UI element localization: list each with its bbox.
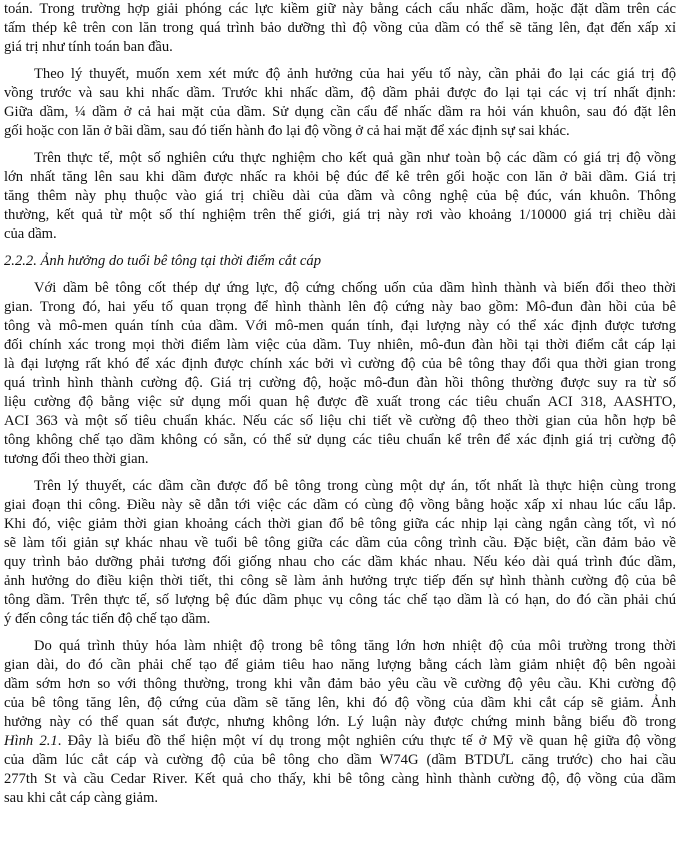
text-line: vồng trước và sau khi nhấc dầm. Trước khi nhấc dầm, độ dầm phải được đo lại tại các vị trí nhất định: (4, 85, 676, 101)
text-line: tấm thép kê trên con lăn trong quá trình bảo dưỡng thì độ vồng của dầm có thể sẽ tăng lên, đạt đến xấp xỉ (4, 20, 676, 36)
text-line: quá trình hình thành cường độ. Giá trị cường độ, hoặc mô-đun đàn hồi thông thường được suy ra từ số (4, 375, 676, 391)
text-line: là đại lượng rất khó để xác định được chính xác bởi vì cường độ của bê tông thay đổi qua thời gian trong (4, 356, 676, 372)
text-line: Giữa dầm, ¼ dầm ở cả hai mặt của dầm. Sử dụng cần cẩu để nhấc dầm ra hỏi ván khuôn, sau đó đặt lên (4, 104, 676, 120)
text-line: liệu cường độ bằng việc sử dụng mối quan hệ được đề xuất trong các tiêu chuẩn ACI 318, AASHTO, (4, 394, 676, 410)
text-line: gối hoặc con lăn ở bãi dầm, sau đó tiến hành đo lại độ vồng ở cả hai mặt để xác định sự sai khác. (4, 123, 570, 139)
figure-reference: Hình 2.1 (4, 733, 58, 749)
text-line: tông không chế tạo dầm không có sẵn, có thể sử dụng các tiêu chuẩn kể trên để xác định giá trị cường độ (4, 432, 676, 448)
text-line: hưởng này có thể quan sát được, nhưng không lớn. Lý luận này được chứng minh bằng biểu đồ trong (4, 714, 676, 730)
text-line: của dầm. (4, 226, 57, 242)
text-line: dầm sớm hơn so với thông thường, trong khi vẫn đảm bảo yêu cầu về cường độ yêu cầu. Khi cường độ (4, 676, 676, 692)
text-line: ACI 363 và một số tiêu chuẩn khác. Nếu các số liệu chi tiết về cường độ theo thời gian của hỗn hợp bê (4, 413, 676, 429)
text-line: tương đối theo thời gian. (4, 451, 149, 467)
text-line: Trên lý thuyết, các dầm cần được đổ bê tông trong cùng một dự án, tốt nhất là thực hiện cùng trong (34, 478, 676, 494)
text-line: thường, kết quả từ một số thí nghiệm trên thế giới, giá trị này rơi vào khoảng 1/10000 giá trị chiều dài (4, 207, 676, 223)
text-line: tăng thêm này phụ thuộc vào giá trị chiều dài của dầm và công nghệ của bệ đúc, ván khuôn. Thông (4, 188, 676, 204)
text-line: của dầm lúc cắt cáp và cường độ của bê tông cho dầm W74G (dầm BTDƯL căng trước) cho hai cầu (4, 752, 676, 768)
text-line: gian dài, do đó cần phải chế tạo để giảm tiêu hao năng lượng bằng cách làm giảm nhiệt độ bên ngoài (4, 657, 676, 673)
paragraph-stiffness (4, 279, 676, 469)
text-line: tông và mô-men quán tính của dầm. Với mô-men quán tính, đại lượng này có thể xác định được tương (4, 318, 676, 334)
text-line: 277th St và cầu Cedar River. Kết quả cho thấy, khi bê tông càng hình thành cường độ, độ vồng của dầm (4, 771, 676, 787)
text-line: tông dầm. Trên thực tế, số lượng bệ đúc dầm phục vụ công tác chế tạo dầm là có hạn, do đó cần phải chú (4, 592, 676, 608)
text-line: Khi đó, việc giảm thời gian khoảng cách thời gian đổ bê tông giữa các nhịp lại càng ngắn càng tốt, vì nó (4, 516, 676, 532)
text-line: giá trị như tính toán ban đầu. (4, 39, 173, 55)
paragraph-measurement (4, 65, 676, 141)
paragraph-hydration (4, 637, 676, 808)
paragraph-continuation (4, 0, 676, 57)
text-span: . Đây là biểu đồ thể hiện một ví dụ trong một nghiên cứu thực tế ở Mỹ về quan hệ giữa độ vồng (57, 733, 676, 749)
text-line: giai đoạn thi công. Điều này sẽ dẫn tới việc các dầm có cùng độ vồng bằng hoặc xấp xỉ nhau lúc cẩu lắp. (4, 497, 676, 513)
section-heading: 2.2.2. Ảnh hưởng do tuổi bê tông tại thời điểm cắt cáp (4, 253, 322, 269)
text-line: Theo lý thuyết, muốn xem xét mức độ ảnh hưởng của hai yếu tố này, cần phải đo lại các giá trị độ (34, 66, 676, 82)
text-line: của bê tông tăng lên, độ cứng của dầm sẽ tăng lên, khi đó độ vồng của dầm khi cắt cáp sẽ giảm. Ảnh (4, 695, 676, 711)
text-line: ý đến công tác tiến độ chế tạo dầm. (4, 611, 211, 627)
text-line: lớn nhất tăng lên sau khi dầm được nhấc ra khỏi bệ đúc để kê trên gối hoặc con lăn ở bãi dầm. Giá trị (4, 169, 676, 185)
text-line: Với dầm bê tông cốt thép dự ứng lực, độ cứng chống uốn của dầm hình thành và biến đổi theo thời (34, 280, 676, 296)
text-line: sau khi cắt cáp càng giảm. (4, 790, 158, 806)
text-line: sẽ làm tối giản sự khác nhau về tuổi bê tông giữa các dầm của công trình cầu. Đặc biệt, cần đảm bảo về (4, 535, 676, 551)
text-line: gian. Trong đó, hai yếu tố quan trọng để hình thành lên độ cứng này bao gồm: Mô-đun đàn hồi của bê (4, 299, 676, 315)
text-line (4, 732, 676, 751)
paragraph-experiments (4, 149, 676, 244)
text-line: Trên thực tế, một số nghiên cứu thực nghiệm cho kết quả gần như toàn bộ các dầm có giá trị độ vồng (34, 150, 676, 166)
text-line: ảnh hưởng do điều kiện thời tiết, thi công sẽ làm ảnh hưởng trực tiếp đến sự hình thành cường độ của bê (4, 573, 676, 589)
text-line: Do quá trình thủy hóa làm nhiệt độ trong bê tông tăng lớn hơn nhiệt độ của môi trường trong thời (34, 638, 676, 654)
text-line: đối chính xác trong mọi thời điểm làm việc của dầm. Tuy nhiên, mô-đun đàn hồi tại thời điểm cắt cáp lại (4, 337, 676, 353)
text-line: toán. Trong trường hợp giải phóng các lực kiềm giữ này bằng cách cẩu nhấc dầm, hoặc đặt dầm trên các (4, 1, 676, 17)
paragraph-casting-schedule (4, 477, 676, 629)
text-line: quy trình bảo dưỡng phải tương đối giống nhau cho các dầm khác nhau. Nếu kéo dài quá trình đúc dầm, (4, 554, 676, 570)
